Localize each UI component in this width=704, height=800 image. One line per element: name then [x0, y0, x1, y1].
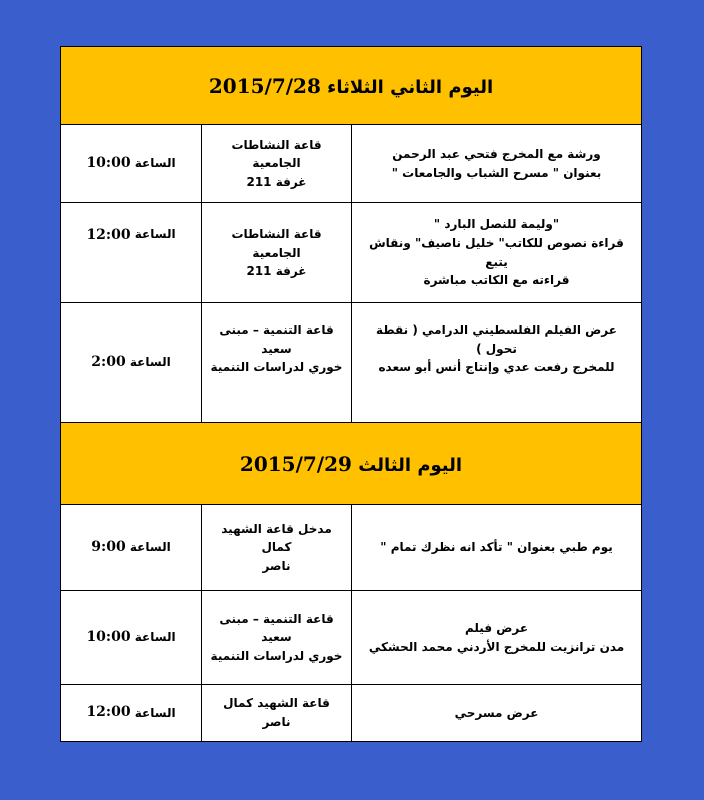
time-cell	[61, 303, 201, 422]
table-row	[61, 303, 641, 423]
time-value: 12:00	[86, 704, 131, 721]
time-cell	[61, 685, 201, 741]
table-row	[61, 505, 641, 591]
time-value: 9:00	[91, 538, 126, 555]
table-row	[61, 685, 641, 741]
time-label: الساعة	[129, 540, 171, 555]
venue-text: خوري لدراسات التنمية	[210, 360, 343, 375]
venue-text: قاعة الشهيد كمال ناصر	[223, 696, 330, 729]
time-label: الساعة	[129, 355, 171, 370]
event-cell	[351, 591, 641, 684]
venue-text: غرفة 211	[246, 264, 307, 279]
table-row	[61, 125, 641, 203]
venue-text: مدخل قاعة الشهيد كمال	[221, 521, 332, 555]
event-cell	[351, 685, 641, 741]
event-text: "وليمة للنصل البارد "	[433, 217, 560, 232]
day-title-2	[240, 452, 462, 476]
venue-text: ناصر	[262, 558, 291, 573]
event-text: للمخرج رفعت عدي وإنتاج أنس أبو سعده	[378, 360, 615, 375]
time-value: 12:00	[86, 227, 131, 243]
time-label: الساعة	[134, 227, 176, 241]
schedule-table	[60, 46, 642, 742]
event-text: قراءته مع الكاتب مباشرة	[423, 273, 570, 288]
day-date: 2015/7/29	[239, 451, 352, 476]
time-cell	[61, 203, 201, 302]
event-text: قراءة نصوص للكاتب" خليل ناصيف" ونقاش يتبع	[369, 235, 624, 269]
time-value: 10:00	[86, 154, 131, 171]
time-label: الساعة	[134, 156, 176, 171]
event-cell	[351, 303, 641, 422]
event-cell	[351, 505, 641, 590]
venue-text: قاعة التنمية – مبنى سعيد	[219, 323, 334, 356]
event-cell	[351, 203, 641, 302]
time-value: 2:00	[91, 353, 126, 370]
time-value: 10:00	[86, 628, 131, 645]
event-text: مدن ترانزيت للمخرج الأردني محمد الحشكي	[368, 639, 625, 654]
event-text: ورشة مع المخرج فتحي عبد الرحمن	[392, 146, 601, 161]
event-text: عرض مسرحي	[454, 705, 539, 720]
day-header-2	[61, 423, 641, 505]
venue-cell	[201, 685, 351, 741]
venue-cell	[201, 203, 351, 302]
venue-cell	[201, 591, 351, 684]
event-text: بعنوان " مسرح الشباب والجامعات "	[391, 165, 602, 180]
time-label: الساعة	[134, 705, 176, 720]
day-header-1	[61, 47, 641, 125]
day-title-1	[209, 74, 493, 98]
time-label: الساعة	[134, 630, 176, 645]
day-date: 2015/7/28	[208, 73, 321, 98]
venue-text: قاعة التنمية – مبنى سعيد	[219, 611, 334, 645]
day-name: اليوم الثالث	[358, 454, 463, 476]
venue-text: غرفة 211	[246, 174, 307, 189]
event-cell	[351, 125, 641, 202]
venue-cell	[201, 303, 351, 422]
event-text: عرض فيلم	[464, 620, 529, 635]
event-text: عرض الفيلم الفلسطيني الدرامي ( نقطة تحول )	[376, 323, 617, 356]
day-name: اليوم الثاني الثلاثاء	[327, 76, 494, 98]
venue-text: خوري لدراسات التنمية	[210, 648, 343, 663]
table-row	[61, 591, 641, 685]
table-row	[61, 203, 641, 303]
venue-text: قاعة النشاطات الجامعية	[231, 137, 322, 171]
event-text: يوم طبي بعنوان " تأكد انه نظرك تمام "	[380, 540, 613, 555]
time-cell	[61, 125, 201, 202]
venue-cell	[201, 125, 351, 202]
venue-text: قاعة النشاطات الجامعية	[231, 227, 322, 260]
time-cell	[61, 591, 201, 684]
time-cell	[61, 505, 201, 590]
venue-cell	[201, 505, 351, 590]
